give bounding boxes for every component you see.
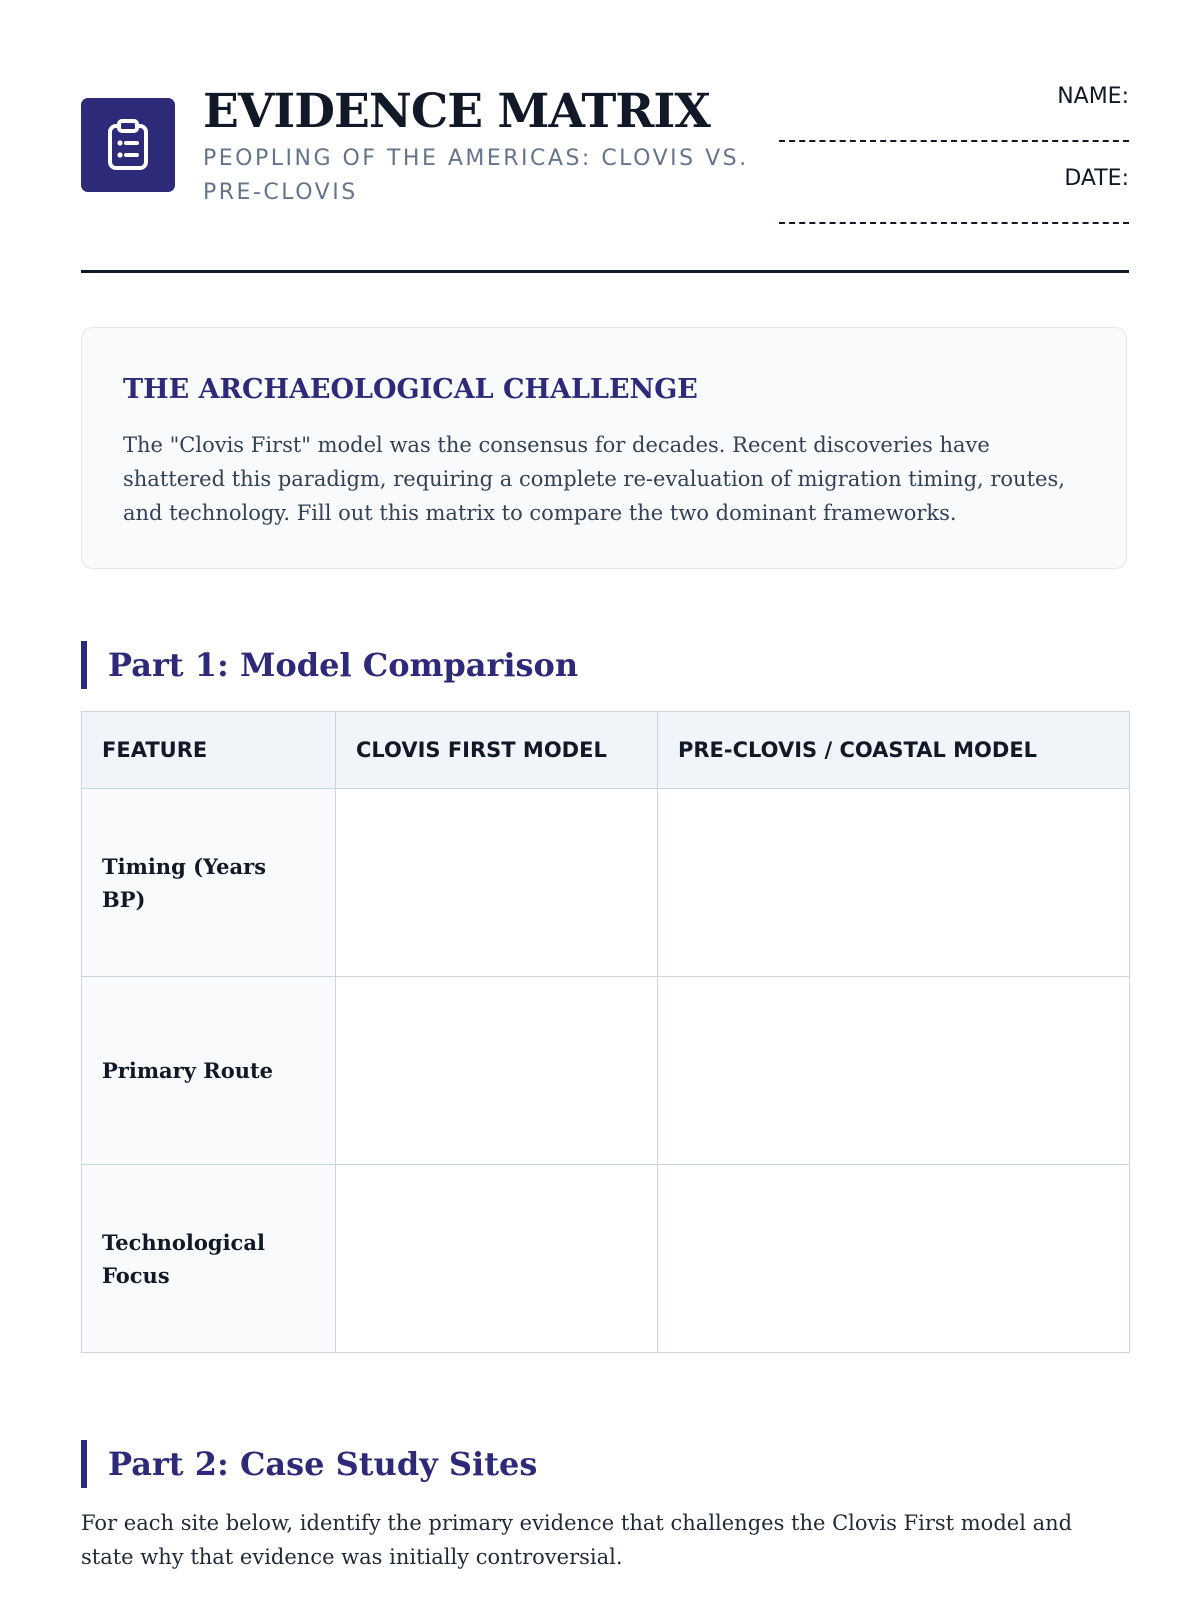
clovis-answer-cell[interactable]	[336, 977, 658, 1165]
feature-cell: Timing (Years BP)	[82, 789, 336, 977]
table-row	[82, 1165, 1130, 1353]
feature-cell: Primary Route	[82, 977, 336, 1165]
preclovis-answer-cell[interactable]	[658, 1165, 1130, 1353]
column-header-preclovis: PRE-CLOVIS / COASTAL MODEL	[658, 712, 1130, 789]
worksheet-page	[81, 0, 1129, 1569]
header-divider	[81, 270, 1129, 273]
table-row	[82, 789, 1130, 977]
logo	[81, 98, 175, 192]
preclovis-answer-cell[interactable]	[658, 789, 1130, 977]
page-title: EVIDENCE MATRIX	[203, 84, 710, 139]
intro-box	[81, 327, 1127, 569]
intro-heading: THE ARCHAEOLOGICAL CHALLENGE	[123, 374, 698, 405]
part2-instructions: For each site below, identify the primary evidence that challenges the Clovis First model and state why that evidence was initially controversial.	[81, 1511, 1073, 1569]
clipboard-list-icon	[105, 119, 151, 171]
page-subtitle: PEOPLING OF THE AMERICAS: CLOVIS VS. PRE-CLOVIS	[203, 146, 749, 205]
preclovis-answer-cell[interactable]	[658, 977, 1130, 1165]
part2-heading: Part 2: Case Study Sites	[81, 1440, 537, 1488]
name-field-line[interactable]	[779, 114, 1129, 142]
feature-cell: Technological Focus	[82, 1165, 336, 1353]
clovis-answer-cell[interactable]	[336, 1165, 658, 1353]
name-label: NAME:	[1057, 84, 1129, 109]
column-header-feature: FEATURE	[82, 712, 336, 789]
column-header-clovis: CLOVIS FIRST MODEL	[336, 712, 658, 789]
intro-body: The "Clovis First" model was the consensus for decades. Recent discoveries have shattered this paradigm, requiring a complete re-evaluation of migration timing, routes, and technology. Fill out this matrix to compare the two dominant frameworks.	[123, 433, 1065, 525]
table-header-row	[82, 712, 1130, 789]
table-row	[82, 977, 1130, 1165]
comparison-table	[81, 711, 1130, 1353]
date-label: DATE:	[1064, 166, 1129, 191]
worksheet-header	[81, 0, 1129, 273]
part1-heading: Part 1: Model Comparison	[81, 641, 578, 689]
date-field-line[interactable]	[779, 196, 1129, 224]
student-info	[769, 80, 1129, 244]
clovis-answer-cell[interactable]	[336, 789, 658, 977]
